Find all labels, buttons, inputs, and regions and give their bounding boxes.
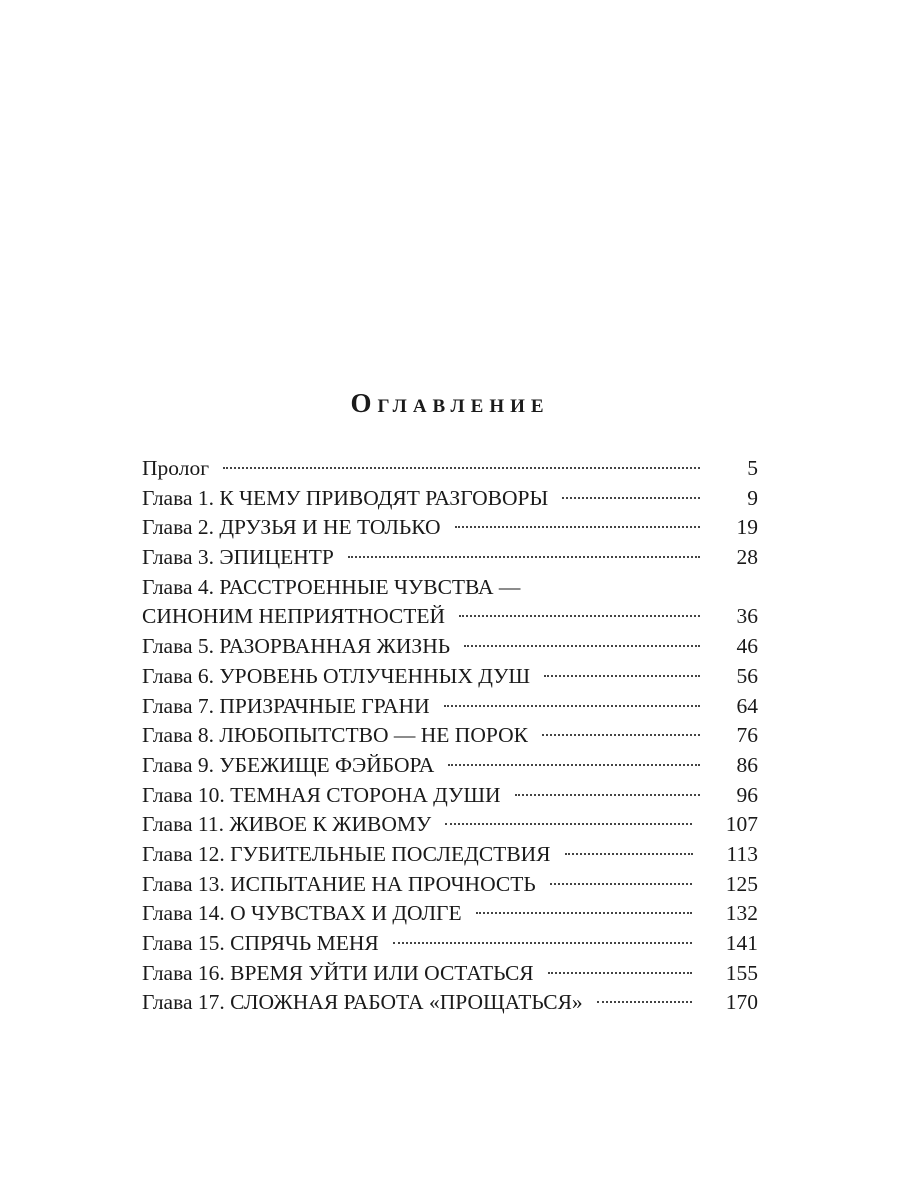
toc-entry	[142, 573, 758, 603]
toc-entry	[142, 929, 758, 959]
toc-entry-page: 107	[725, 812, 758, 837]
table-of-contents	[142, 454, 758, 1018]
dot-leader	[548, 972, 692, 974]
toc-entry	[142, 781, 758, 811]
dot-leader	[542, 734, 700, 736]
toc-entry-page: 19	[736, 515, 758, 540]
toc-entry-title: Глава 8. ЛЮБОПЫТСТВО — НЕ ПОРОК	[142, 723, 528, 748]
toc-entry	[142, 543, 758, 573]
dot-leader	[348, 556, 700, 558]
toc-entry-page: 113	[726, 841, 758, 866]
toc-entry-title: Глава 1. К ЧЕМУ ПРИВОДЯТ РАЗГОВОРЫ	[142, 485, 549, 510]
page-title: Оглавление	[350, 388, 550, 418]
toc-entry	[142, 454, 758, 484]
toc-entry	[142, 959, 758, 989]
dot-leader	[459, 615, 700, 617]
toc-entry-page: 76	[736, 723, 758, 748]
toc-entry	[142, 484, 758, 514]
toc-entry	[142, 988, 758, 1018]
toc-entry-title: Глава 7. ПРИЗРАЧНЫЕ ГРАНИ	[142, 693, 430, 718]
dot-leader	[448, 764, 700, 766]
toc-entry-page: 96	[736, 782, 758, 807]
toc-entry	[142, 692, 758, 722]
toc-entry	[142, 751, 758, 781]
dot-leader	[393, 942, 692, 944]
toc-entry-page: 28	[736, 545, 758, 570]
toc-entry-page: 64	[736, 693, 758, 718]
toc-entry-page: 86	[736, 752, 758, 777]
toc-entry-page: 170	[725, 990, 758, 1015]
toc-entry-title: Глава 14. О ЧУВСТВАХ И ДОЛГЕ	[142, 901, 462, 926]
toc-entry	[142, 810, 758, 840]
dot-leader	[444, 705, 700, 707]
toc-entry-title: Глава 4. РАССТРОЕННЫЕ ЧУВСТВА —	[142, 574, 521, 599]
toc-entry-title: Глава 15. СПРЯЧЬ МЕНЯ	[142, 931, 379, 955]
toc-entry-title: Глава 3. ЭПИЦЕНТР	[142, 545, 334, 570]
toc-entry-page: 46	[736, 634, 758, 659]
toc-entry-page: 36	[736, 604, 758, 629]
toc-entry	[142, 899, 758, 929]
dot-leader	[515, 794, 700, 796]
dot-leader	[445, 823, 692, 825]
toc-entry-title: Глава 13. ИСПЫТАНИЕ НА ПРОЧНОСТЬ	[142, 871, 536, 896]
dot-leader	[455, 526, 700, 528]
toc-entry-title: Глава 12. ГУБИТЕЛЬНЫЕ ПОСЛЕДСТВИЯ	[142, 841, 551, 866]
toc-entry-title-continuation: СИНОНИМ НЕПРИЯТНОСТЕЙ	[142, 604, 446, 629]
toc-entry-title: Пролог	[142, 456, 210, 480]
toc-entry-page: 132	[725, 901, 758, 926]
toc-entry-page: 9	[747, 485, 758, 510]
toc-entry	[142, 870, 758, 900]
toc-entry-page: 141	[725, 931, 758, 955]
toc-entry-page: 155	[725, 960, 758, 985]
toc-entry-title: Глава 10. ТЕМНАЯ СТОРОНА ДУШИ	[142, 782, 501, 807]
dot-leader	[597, 1001, 692, 1003]
toc-entry-title: Глава 5. РАЗОРВАННАЯ ЖИЗНЬ	[142, 634, 451, 659]
toc-entry-title: Глава 6. УРОВЕНЬ ОТЛУЧЕННЫХ ДУШ	[142, 663, 531, 688]
toc-entry-page: 56	[736, 663, 758, 688]
toc-entry-continuation	[142, 602, 758, 632]
toc-entry-title: Глава 9. УБЕЖИЩЕ ФЭЙБОРА	[142, 752, 435, 777]
dot-leader	[544, 675, 700, 677]
toc-entry	[142, 632, 758, 662]
dot-leader	[476, 912, 692, 914]
dot-leader	[565, 853, 693, 855]
toc-entry	[142, 513, 758, 543]
toc-entry	[142, 721, 758, 751]
toc-entry	[142, 840, 758, 870]
toc-entry-title: Глава 16. ВРЕМЯ УЙТИ ИЛИ ОСТАТЬСЯ	[142, 960, 534, 985]
dot-leader	[550, 883, 692, 885]
toc-entry-page: 5	[747, 456, 758, 480]
toc-entry-title: Глава 17. СЛОЖНАЯ РАБОТА «ПРОЩАТЬСЯ»	[142, 990, 583, 1015]
toc-entry-title: Глава 2. ДРУЗЬЯ И НЕ ТОЛЬКО	[142, 515, 441, 540]
toc-entry-title: Глава 11. ЖИВОЕ К ЖИВОМУ	[142, 812, 432, 837]
dot-leader	[562, 497, 700, 499]
toc-entry	[142, 662, 758, 692]
toc-entry-page: 125	[725, 871, 758, 896]
dot-leader	[464, 645, 700, 647]
dot-leader	[223, 467, 700, 469]
